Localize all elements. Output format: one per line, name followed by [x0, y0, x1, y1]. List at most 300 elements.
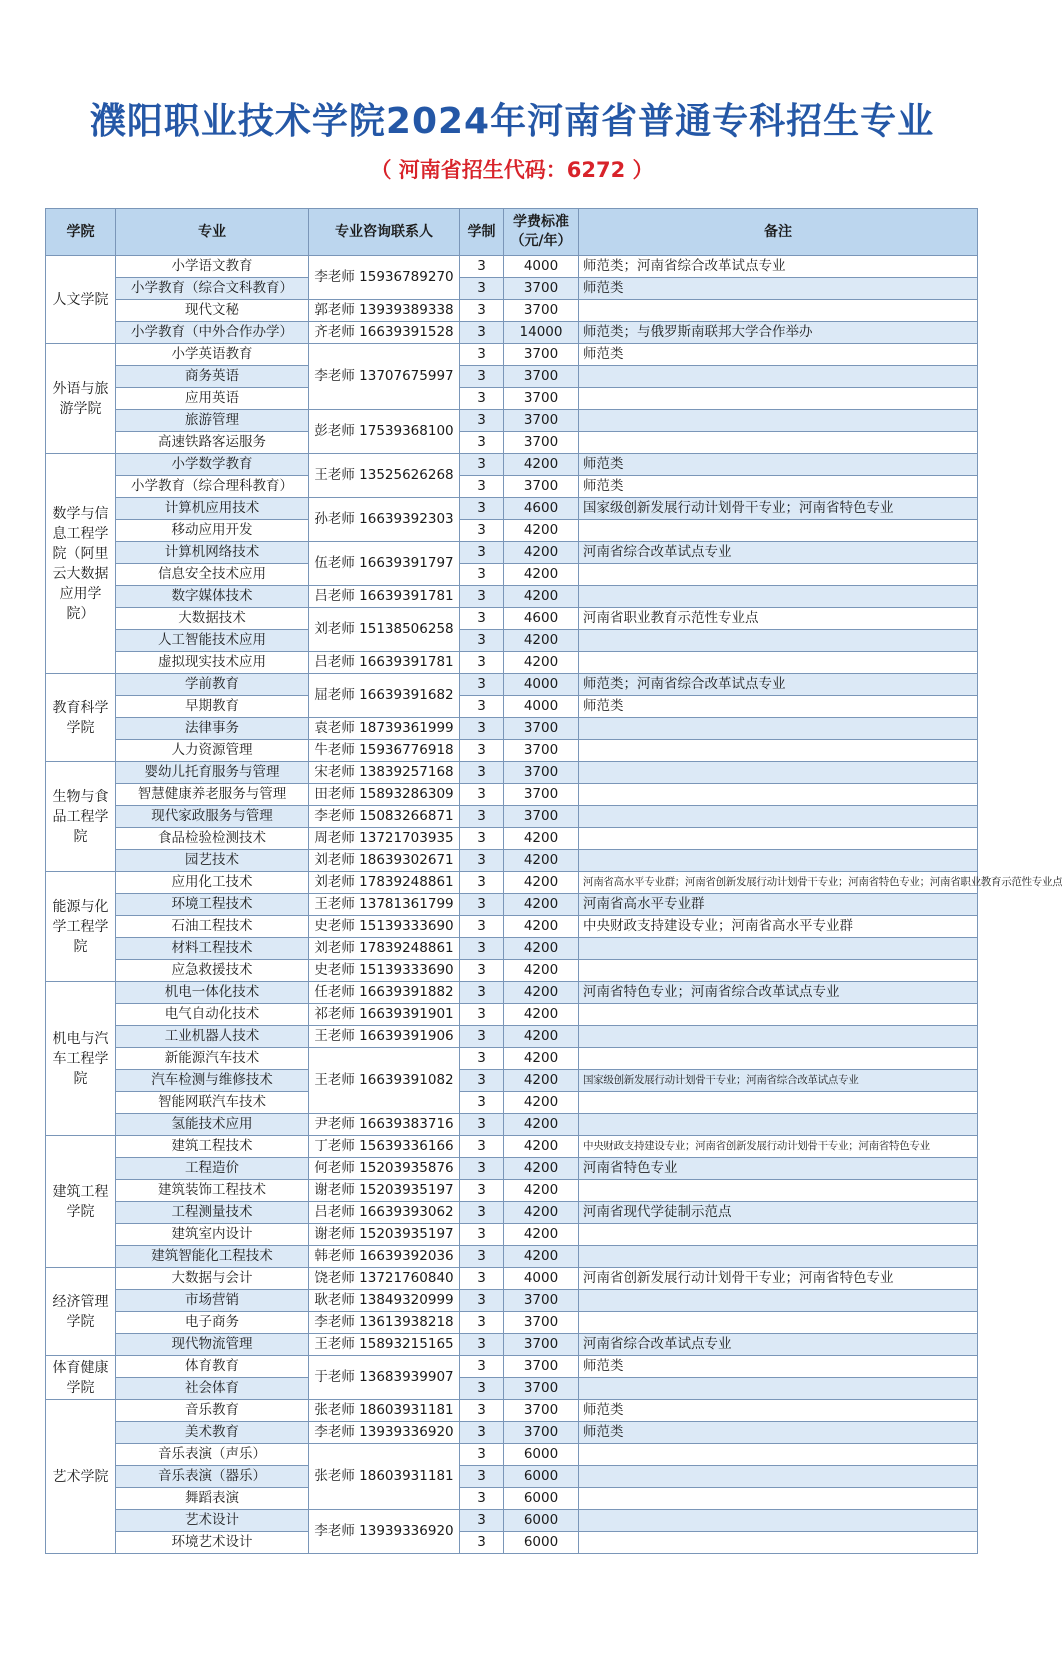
table-row: [46, 1510, 978, 1532]
fee-cell: 3700: [504, 1422, 579, 1444]
table-row: [46, 938, 978, 960]
college-cell: 教育科学学院: [46, 674, 116, 762]
table-row: [46, 1312, 978, 1334]
note-cell: 中央财政支持建设专业；河南省高水平专业群: [579, 916, 978, 938]
years-cell: 3: [460, 1422, 504, 1444]
years-cell: 3: [460, 1334, 504, 1356]
major-cell: 小学英语教育: [116, 344, 309, 366]
fee-cell: 4200: [504, 1092, 579, 1114]
fee-cell: 3700: [504, 1312, 579, 1334]
contact-cell: 田老师 15893286309: [309, 784, 460, 806]
contact-cell: 郭老师 13939389338: [309, 300, 460, 322]
fee-cell: 3700: [504, 762, 579, 784]
table-row: [46, 894, 978, 916]
table-row: [46, 520, 978, 542]
fee-cell: 14000: [504, 322, 579, 344]
fee-cell: 3700: [504, 366, 579, 388]
major-cell: 应急救援技术: [116, 960, 309, 982]
college-cell: 能源与化学工程学院: [46, 872, 116, 982]
fee-cell: 4200: [504, 542, 579, 564]
years-cell: 3: [460, 366, 504, 388]
years-cell: 3: [460, 476, 504, 498]
note-cell: [579, 586, 978, 608]
years-cell: 3: [460, 1290, 504, 1312]
contact-cell: 屈老师 16639391682: [309, 674, 460, 718]
years-cell: 3: [460, 608, 504, 630]
table-row: [46, 762, 978, 784]
major-cell: 数字媒体技术: [116, 586, 309, 608]
major-cell: 汽车检测与维修技术: [116, 1070, 309, 1092]
table-row: [46, 806, 978, 828]
major-cell: 建筑工程技术: [116, 1136, 309, 1158]
fee-cell: 3700: [504, 784, 579, 806]
years-cell: 3: [460, 256, 504, 278]
contact-cell: 王老师 16639391082: [309, 1048, 460, 1114]
note-cell: 河南省高水平专业群；河南省创新发展行动计划骨干专业；河南省特色专业；河南省职业教育示范性专业点: [579, 872, 978, 894]
page-subtitle: （ 河南省招生代码：6272 ）: [370, 158, 654, 182]
note-cell: [579, 1466, 978, 1488]
contact-cell: 宋老师 13839257168: [309, 762, 460, 784]
years-cell: 3: [460, 1224, 504, 1246]
fee-cell: 4600: [504, 608, 579, 630]
years-cell: 3: [460, 894, 504, 916]
contact-cell: 刘老师 15138506258: [309, 608, 460, 652]
fee-cell: 4200: [504, 982, 579, 1004]
fee-cell: 4200: [504, 1136, 579, 1158]
table-row: [46, 982, 978, 1004]
note-cell: [579, 1444, 978, 1466]
table-row: [46, 366, 978, 388]
table-row: [46, 1246, 978, 1268]
note-cell: [579, 300, 978, 322]
table-row: [46, 1092, 978, 1114]
major-cell: 小学教育（综合文科教育）: [116, 278, 309, 300]
note-cell: 师范类: [579, 344, 978, 366]
contact-cell: 孙老师 16639392303: [309, 498, 460, 542]
major-cell: 小学语文教育: [116, 256, 309, 278]
major-cell: 氢能技术应用: [116, 1114, 309, 1136]
contact-cell: 牛老师 15936776918: [309, 740, 460, 762]
years-cell: 3: [460, 1312, 504, 1334]
fee-cell: 3700: [504, 1290, 579, 1312]
major-cell: 小学教育（综合理科教育）: [116, 476, 309, 498]
fee-cell: 4200: [504, 454, 579, 476]
table-header-row: [46, 209, 978, 256]
major-cell: 高速铁路客运服务: [116, 432, 309, 454]
note-cell: 河南省现代学徒制示范点: [579, 1202, 978, 1224]
years-cell: 3: [460, 784, 504, 806]
note-cell: [579, 432, 978, 454]
note-cell: [579, 718, 978, 740]
major-cell: 环境艺术设计: [116, 1532, 309, 1554]
fee-cell: 4200: [504, 1114, 579, 1136]
years-cell: 3: [460, 322, 504, 344]
major-cell: 计算机应用技术: [116, 498, 309, 520]
note-cell: [579, 366, 978, 388]
years-cell: 3: [460, 1268, 504, 1290]
years-cell: 3: [460, 916, 504, 938]
note-cell: [579, 1290, 978, 1312]
fee-cell: 3700: [504, 718, 579, 740]
fee-cell: 3700: [504, 1356, 579, 1378]
note-cell: 师范类: [579, 476, 978, 498]
major-cell: 大数据技术: [116, 608, 309, 630]
fee-cell: 4200: [504, 828, 579, 850]
note-cell: [579, 388, 978, 410]
contact-cell: 彭老师 17539368100: [309, 410, 460, 454]
fee-cell: 4200: [504, 652, 579, 674]
note-cell: 师范类: [579, 1422, 978, 1444]
majors-table: [45, 208, 1062, 1554]
note-cell: [579, 564, 978, 586]
college-cell: 建筑工程学院: [46, 1136, 116, 1268]
years-cell: 3: [460, 344, 504, 366]
contact-cell: 任老师 16639391882: [309, 982, 460, 1004]
fee-cell: 4200: [504, 872, 579, 894]
contact-cell: 史老师 15139333690: [309, 916, 460, 938]
years-cell: 3: [460, 432, 504, 454]
years-cell: 3: [460, 718, 504, 740]
note-cell: 师范类；与俄罗斯南联邦大学合作举办: [579, 322, 978, 344]
fee-cell: 4200: [504, 938, 579, 960]
note-cell: [579, 1532, 978, 1554]
years-cell: 3: [460, 652, 504, 674]
table-row: [46, 652, 978, 674]
note-cell: 师范类；河南省综合改革试点专业: [579, 256, 978, 278]
table-row: [46, 1114, 978, 1136]
note-cell: 师范类: [579, 1400, 978, 1422]
note-cell: [579, 784, 978, 806]
years-cell: 3: [460, 278, 504, 300]
note-cell: 国家级创新发展行动计划骨干专业；河南省特色专业: [579, 498, 978, 520]
major-cell: 小学数学教育: [116, 454, 309, 476]
years-cell: 3: [460, 674, 504, 696]
note-cell: [579, 1114, 978, 1136]
note-cell: [579, 960, 978, 982]
note-cell: [579, 1246, 978, 1268]
contact-cell: 耿老师 13849320999: [309, 1290, 460, 1312]
contact-cell: 王老师 15893215165: [309, 1334, 460, 1356]
major-cell: 材料工程技术: [116, 938, 309, 960]
table-row: [46, 696, 978, 718]
years-cell: 3: [460, 740, 504, 762]
major-cell: 电气自动化技术: [116, 1004, 309, 1026]
note-cell: [579, 652, 978, 674]
major-cell: 市场营销: [116, 1290, 309, 1312]
years-cell: 3: [460, 1026, 504, 1048]
years-cell: 3: [460, 762, 504, 784]
table-row: [46, 344, 978, 366]
fee-cell: 4200: [504, 1180, 579, 1202]
note-cell: 河南省职业教育示范性专业点: [579, 608, 978, 630]
fee-cell: 6000: [504, 1466, 579, 1488]
major-cell: 机电一体化技术: [116, 982, 309, 1004]
major-cell: 智慧健康养老服务与管理: [116, 784, 309, 806]
note-cell: 中央财政支持建设专业；河南省创新发展行动计划骨干专业；河南省特色专业: [579, 1136, 978, 1158]
years-cell: 3: [460, 630, 504, 652]
contact-cell: 吕老师 16639391781: [309, 652, 460, 674]
table-row: [46, 564, 978, 586]
table-row: [46, 410, 978, 432]
table-row: [46, 630, 978, 652]
note-cell: [579, 1312, 978, 1334]
years-cell: 3: [460, 982, 504, 1004]
major-cell: 石油工程技术: [116, 916, 309, 938]
years-cell: 3: [460, 872, 504, 894]
note-cell: [579, 630, 978, 652]
table-row: [46, 1532, 978, 1554]
contact-cell: 李老师 15083266871: [309, 806, 460, 828]
contact-cell: 饶老师 13721760840: [309, 1268, 460, 1290]
contact-cell: 李老师 13613938218: [309, 1312, 460, 1334]
table-row: [46, 828, 978, 850]
table-row: [46, 1444, 978, 1466]
header-years: 学制: [460, 209, 504, 256]
contact-cell: 刘老师 17839248861: [309, 872, 460, 894]
years-cell: 3: [460, 520, 504, 542]
years-cell: 3: [460, 1532, 504, 1554]
contact-cell: 吕老师 16639393062: [309, 1202, 460, 1224]
major-cell: 应用英语: [116, 388, 309, 410]
table-row: [46, 1026, 978, 1048]
note-cell: 师范类；河南省综合改革试点专业: [579, 674, 978, 696]
contact-cell: 韩老师 16639392036: [309, 1246, 460, 1268]
major-cell: 食品检验检测技术: [116, 828, 309, 850]
table-row: [46, 1158, 978, 1180]
major-cell: 小学教育（中外合作办学）: [116, 322, 309, 344]
years-cell: 3: [460, 1444, 504, 1466]
table-row: [46, 1466, 978, 1488]
fee-cell: 4000: [504, 696, 579, 718]
major-cell: 应用化工技术: [116, 872, 309, 894]
fee-cell: 4200: [504, 1224, 579, 1246]
years-cell: 3: [460, 1114, 504, 1136]
fee-cell: 3700: [504, 300, 579, 322]
years-cell: 3: [460, 1070, 504, 1092]
contact-cell: 刘老师 17839248861: [309, 938, 460, 960]
years-cell: 3: [460, 1048, 504, 1070]
table-row: [46, 586, 978, 608]
years-cell: 3: [460, 1378, 504, 1400]
major-cell: 虚拟现实技术应用: [116, 652, 309, 674]
contact-cell: 于老师 13683939907: [309, 1356, 460, 1400]
table-row: [46, 960, 978, 982]
header-major: 专业: [116, 209, 309, 256]
fee-cell: 4200: [504, 1070, 579, 1092]
major-cell: 园艺技术: [116, 850, 309, 872]
years-cell: 3: [460, 1202, 504, 1224]
college-cell: 经济管理学院: [46, 1268, 116, 1356]
major-cell: 现代物流管理: [116, 1334, 309, 1356]
years-cell: 3: [460, 1466, 504, 1488]
note-cell: [579, 1224, 978, 1246]
note-cell: 河南省综合改革试点专业: [579, 542, 978, 564]
major-cell: 工程测量技术: [116, 1202, 309, 1224]
table-row: [46, 300, 978, 322]
years-cell: 3: [460, 960, 504, 982]
note-cell: 师范类: [579, 454, 978, 476]
contact-cell: 王老师 16639391906: [309, 1026, 460, 1048]
table-row: [46, 1180, 978, 1202]
fee-cell: 4200: [504, 960, 579, 982]
table-row: [46, 718, 978, 740]
note-cell: [579, 828, 978, 850]
years-cell: 3: [460, 564, 504, 586]
major-cell: 大数据与会计: [116, 1268, 309, 1290]
major-cell: 商务英语: [116, 366, 309, 388]
fee-cell: 3700: [504, 432, 579, 454]
fee-cell: 3700: [504, 278, 579, 300]
major-cell: 法律事务: [116, 718, 309, 740]
page-title: 濮阳职业技术学院2024年河南省普通专科招生专业: [89, 101, 935, 142]
major-cell: 旅游管理: [116, 410, 309, 432]
header-fee: 学费标准（元/年）: [504, 209, 579, 256]
years-cell: 3: [460, 696, 504, 718]
table-row: [46, 498, 978, 520]
note-cell: [579, 410, 978, 432]
fee-cell: 3700: [504, 1334, 579, 1356]
major-cell: 现代家政服务与管理: [116, 806, 309, 828]
table-row: [46, 542, 978, 564]
note-cell: 师范类: [579, 696, 978, 718]
major-cell: 体育教育: [116, 1356, 309, 1378]
fee-cell: 3700: [504, 344, 579, 366]
major-cell: 音乐教育: [116, 1400, 309, 1422]
table-row: [46, 322, 978, 344]
fee-cell: 4000: [504, 256, 579, 278]
years-cell: 3: [460, 1158, 504, 1180]
college-cell: 人文学院: [46, 256, 116, 344]
fee-cell: 3700: [504, 740, 579, 762]
college-cell: 外语与旅游学院: [46, 344, 116, 454]
major-cell: 舞蹈表演: [116, 1488, 309, 1510]
fee-cell: 4200: [504, 520, 579, 542]
fee-cell: 4200: [504, 1202, 579, 1224]
years-cell: 3: [460, 586, 504, 608]
major-cell: 新能源汽车技术: [116, 1048, 309, 1070]
years-cell: 3: [460, 1136, 504, 1158]
table-row: [46, 1004, 978, 1026]
major-cell: 婴幼儿托育服务与管理: [116, 762, 309, 784]
major-cell: 计算机网络技术: [116, 542, 309, 564]
table-row: [46, 388, 978, 410]
table-row: [46, 850, 978, 872]
note-cell: 河南省高水平专业群: [579, 894, 978, 916]
fee-cell: 4200: [504, 1048, 579, 1070]
note-cell: 师范类: [579, 278, 978, 300]
contact-cell: 王老师 13525626268: [309, 454, 460, 498]
table-row: [46, 1202, 978, 1224]
fee-cell: 4600: [504, 498, 579, 520]
years-cell: 3: [460, 1092, 504, 1114]
fee-cell: 3700: [504, 1378, 579, 1400]
contact-cell: 张老师 18603931181: [309, 1444, 460, 1510]
contact-cell: 周老师 13721703935: [309, 828, 460, 850]
contact-cell: 李老师 13939336920: [309, 1422, 460, 1444]
major-cell: 艺术设计: [116, 1510, 309, 1532]
years-cell: 3: [460, 1004, 504, 1026]
note-cell: 河南省综合改革试点专业: [579, 1334, 978, 1356]
major-cell: 人力资源管理: [116, 740, 309, 762]
table-row: [46, 476, 978, 498]
years-cell: 3: [460, 938, 504, 960]
contact-cell: 吕老师 16639391781: [309, 586, 460, 608]
table-row: [46, 1268, 978, 1290]
table-row: [46, 432, 978, 454]
years-cell: 3: [460, 300, 504, 322]
note-cell: [579, 1378, 978, 1400]
college-cell: 数学与信息工程学院（阿里云大数据应用学院）: [46, 454, 116, 674]
fee-cell: 3700: [504, 806, 579, 828]
table-row: [46, 1378, 978, 1400]
years-cell: 3: [460, 1356, 504, 1378]
table-row: [46, 278, 978, 300]
table-row: [46, 1422, 978, 1444]
years-cell: 3: [460, 1400, 504, 1422]
years-cell: 3: [460, 1510, 504, 1532]
fee-cell: 4200: [504, 1026, 579, 1048]
note-cell: [579, 762, 978, 784]
fee-cell: 4200: [504, 894, 579, 916]
major-cell: 人工智能技术应用: [116, 630, 309, 652]
note-cell: 河南省特色专业: [579, 1158, 978, 1180]
note-cell: [579, 1092, 978, 1114]
major-cell: 现代文秘: [116, 300, 309, 322]
college-cell: 生物与食品工程学院: [46, 762, 116, 872]
header-college: 学院: [46, 209, 116, 256]
note-cell: [579, 1488, 978, 1510]
contact-cell: 史老师 15139333690: [309, 960, 460, 982]
major-cell: 智能网联汽车技术: [116, 1092, 309, 1114]
note-cell: [579, 1180, 978, 1202]
table-row: [46, 784, 978, 806]
note-cell: 国家级创新发展行动计划骨干专业；河南省综合改革试点专业: [579, 1070, 978, 1092]
table-row: [46, 1048, 978, 1070]
contact-cell: 丁老师 15639336166: [309, 1136, 460, 1158]
major-cell: 信息安全技术应用: [116, 564, 309, 586]
major-cell: 工程造价: [116, 1158, 309, 1180]
fee-cell: 6000: [504, 1532, 579, 1554]
years-cell: 3: [460, 410, 504, 432]
fee-cell: 6000: [504, 1488, 579, 1510]
note-cell: [579, 1026, 978, 1048]
major-cell: 建筑装饰工程技术: [116, 1180, 309, 1202]
contact-cell: 祁老师 16639391901: [309, 1004, 460, 1026]
years-cell: 3: [460, 828, 504, 850]
major-cell: 社会体育: [116, 1378, 309, 1400]
header-contact: 专业咨询联系人: [309, 209, 460, 256]
table-row: [46, 1334, 978, 1356]
fee-cell: 4200: [504, 850, 579, 872]
fee-cell: 6000: [504, 1510, 579, 1532]
note-cell: [579, 1048, 978, 1070]
major-cell: 音乐表演（器乐）: [116, 1466, 309, 1488]
note-cell: [579, 1510, 978, 1532]
years-cell: 3: [460, 1246, 504, 1268]
years-cell: 3: [460, 806, 504, 828]
table-row: [46, 1488, 978, 1510]
contact-cell: 谢老师 15203935197: [309, 1180, 460, 1202]
note-cell: [579, 1004, 978, 1026]
fee-cell: 3700: [504, 1400, 579, 1422]
major-cell: 工业机器人技术: [116, 1026, 309, 1048]
table-row: [46, 454, 978, 476]
years-cell: 3: [460, 498, 504, 520]
table-row: [46, 1356, 978, 1378]
years-cell: 3: [460, 1180, 504, 1202]
table-row: [46, 916, 978, 938]
fee-cell: 4200: [504, 630, 579, 652]
